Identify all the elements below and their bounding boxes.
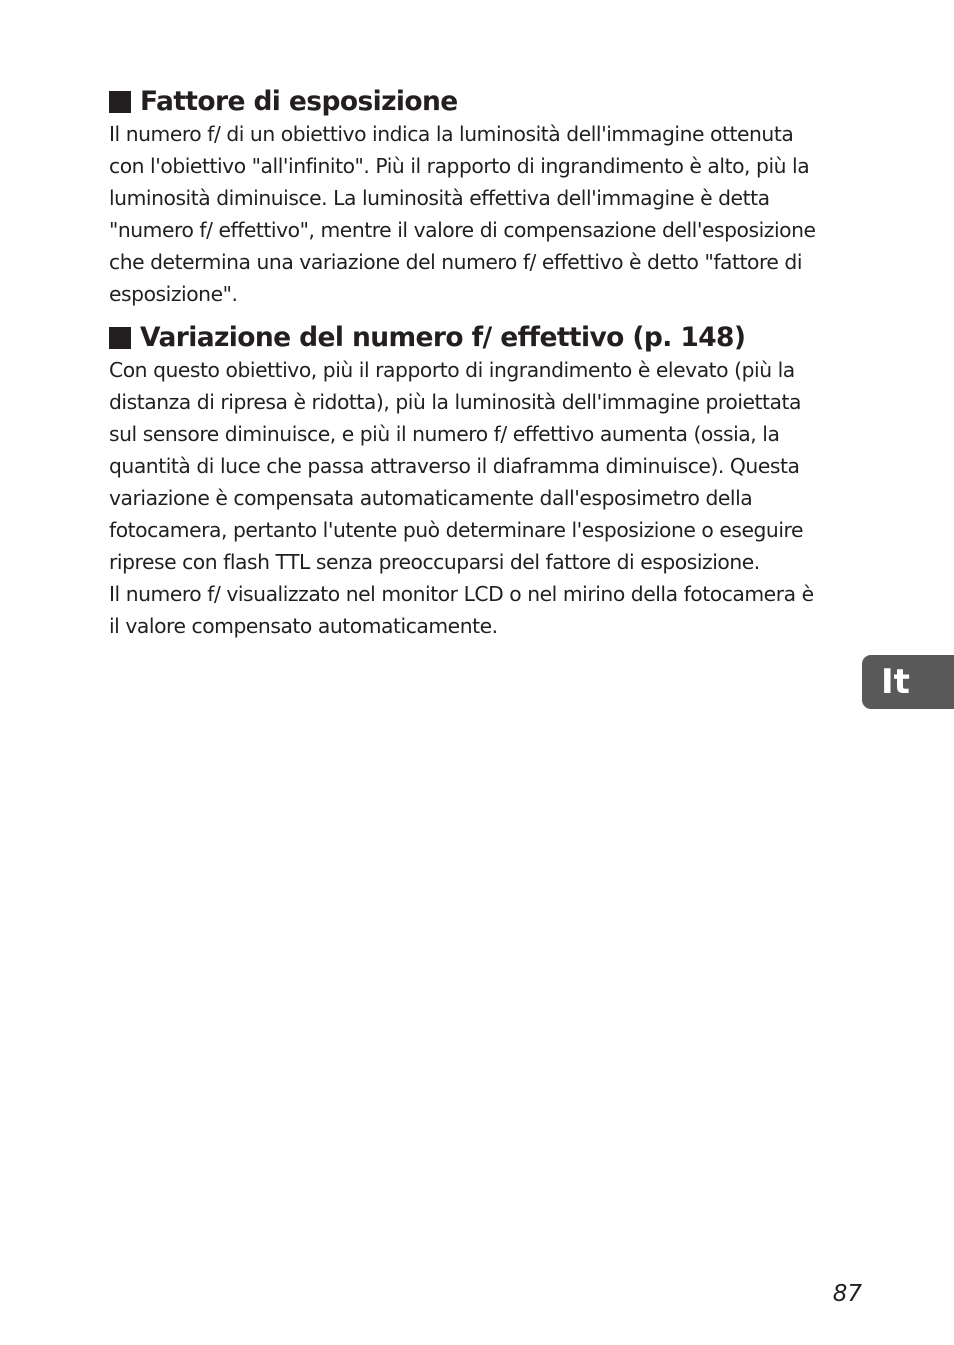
body-line: luminosità diminuisce. La luminosità effettiva dell'immagine è detta bbox=[109, 186, 770, 210]
body-line: il valore compensato automaticamente. bbox=[109, 614, 498, 638]
section-heading bbox=[109, 86, 849, 118]
body-line: che determina una variazione del numero f/ effettivo è detto "fattore di bbox=[109, 250, 803, 274]
body-line: Il numero f/ visualizzato nel monitor LCD o nel mirino della fotocamera è bbox=[109, 582, 814, 606]
body-line: con l'obiettivo "all'infinito". Più il rapporto di ingrandimento è alto, più la bbox=[109, 154, 810, 178]
section-heading bbox=[109, 322, 849, 354]
square-bullet-icon bbox=[109, 327, 131, 349]
section-body bbox=[109, 118, 849, 310]
section-heading-text: Variazione del numero f/ effettivo (p. 148) bbox=[140, 322, 746, 353]
body-line: Con questo obiettivo, più il rapporto di ingrandimento è elevato (più la bbox=[109, 358, 795, 382]
body-line: "numero f/ effettivo", mentre il valore di compensazione dell'esposizione bbox=[109, 218, 816, 242]
page-number: 87 bbox=[832, 1281, 862, 1307]
section-body bbox=[109, 354, 849, 642]
language-tab: It bbox=[862, 655, 954, 709]
body-line: variazione è compensata automaticamente dall'esposimetro della bbox=[109, 486, 753, 510]
section-fattore-di-esposizione bbox=[109, 86, 849, 310]
body-line: esposizione". bbox=[109, 282, 238, 306]
body-line: fotocamera, pertanto l'utente può determinare l'esposizione o eseguire bbox=[109, 518, 803, 542]
body-line: sul sensore diminuisce, e più il numero f/ effettivo aumenta (ossia, la bbox=[109, 422, 780, 446]
square-bullet-icon bbox=[109, 91, 131, 113]
section-variazione-numero-f bbox=[109, 322, 849, 642]
section-heading-text: Fattore di esposizione bbox=[140, 86, 458, 117]
body-line: distanza di ripresa è ridotta), più la luminosità dell'immagine proiettata bbox=[109, 390, 802, 414]
body-line: riprese con flash TTL senza preoccuparsi del fattore di esposizione. bbox=[109, 550, 760, 574]
body-line: Il numero f/ di un obiettivo indica la luminosità dell'immagine ottenuta bbox=[109, 122, 794, 146]
body-line: quantità di luce che passa attraverso il diaframma diminuisce). Questa bbox=[109, 454, 800, 478]
